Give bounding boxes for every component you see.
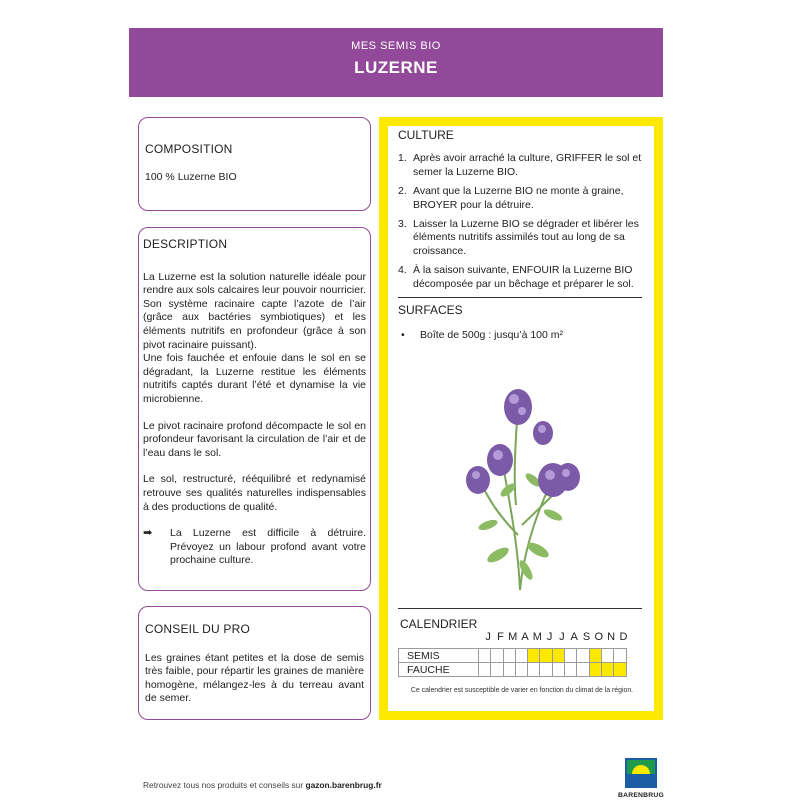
- calendar-cell: [515, 649, 527, 663]
- conseil-text: Les graines étant petites et la dose de semis très faible, pour répartir les graines de manière homogène, mélangez-les à du terreau avant de semer.: [145, 651, 364, 705]
- list-item: 1. Après avoir arraché la culture, GRIFFER le sol et semer la Luzerne BIO.: [398, 152, 642, 178]
- culture-title: CULTURE: [398, 128, 454, 142]
- calendar-month: M: [532, 631, 542, 643]
- calendar-cell: [491, 649, 503, 663]
- calendar-month: M: [508, 631, 518, 643]
- calendar-month: A: [521, 631, 529, 643]
- conseil-title: CONSEIL DU PRO: [145, 622, 251, 636]
- conseil-box: [138, 606, 371, 720]
- calendar-cell: [515, 663, 527, 677]
- calendar-cell-active: [589, 649, 601, 663]
- calendar-cell-active: [601, 663, 613, 677]
- calendar-month: J: [485, 631, 491, 643]
- calendar-table: [398, 648, 627, 677]
- calendar-row: [399, 663, 627, 677]
- calendar-row-label: FAUCHE: [399, 663, 479, 677]
- culture-content: [398, 129, 642, 343]
- footer: [143, 780, 382, 790]
- calendar-cell: [528, 663, 540, 677]
- description-title: DESCRIPTION: [143, 237, 228, 251]
- calendar-cell: [479, 649, 491, 663]
- arrow-right-icon: ➡: [143, 527, 153, 540]
- calendar-cell: [577, 663, 589, 677]
- footer-link[interactable]: gazon.barenbrug.fr: [305, 780, 382, 790]
- calendar-cell: [614, 649, 626, 663]
- calendar-cell: [540, 663, 552, 677]
- calendar-month: J: [559, 631, 565, 643]
- culture-list: [398, 152, 642, 291]
- calendar-months: [482, 631, 630, 643]
- calendar-cell: [491, 663, 503, 677]
- calendar-month: D: [619, 631, 628, 643]
- description-paragraph: Une fois fauchée et enfouie dans le sol en se dégradant, la Luzerne restitue les éléments nutritifs captés durant l’été et dynamise la vie microbienne.: [143, 352, 366, 405]
- calendar-title: CALENDRIER: [400, 617, 478, 631]
- calendar-row: [399, 649, 627, 663]
- calendar-note: Ce calendrier est susceptible de varier en fonction du climat de la région.: [410, 687, 634, 694]
- page-title: LUZERNE: [354, 58, 438, 77]
- barenbrug-logo: [625, 758, 657, 788]
- calendar-cell: [565, 663, 577, 677]
- surfaces-title: SURFACES: [398, 303, 463, 318]
- calendar-month: O: [594, 631, 604, 643]
- surfaces-item: [398, 329, 642, 342]
- calendar-cell: [601, 649, 613, 663]
- page-header: [129, 28, 663, 97]
- surfaces-section: [398, 304, 642, 343]
- calendar-cell-active: [552, 649, 564, 663]
- calendar-month: A: [570, 631, 578, 643]
- calendar-cell: [479, 663, 491, 677]
- calendar-month: F: [497, 631, 504, 643]
- description-box: [138, 227, 371, 591]
- calendar-cell: [565, 649, 577, 663]
- calendar-cell: [503, 649, 515, 663]
- calendar-cell-active: [540, 649, 552, 663]
- calendar-month: N: [607, 631, 616, 643]
- description-paragraph: Le sol, restructuré, rééquilibré et redynamisé retrouve ses qualités naturelles indispensables à des productions de qualité.: [143, 473, 366, 513]
- calendar-cell: [503, 663, 515, 677]
- description-paragraph: Le pivot racinaire profond décompacte le sol en profondeur favorisant la circulation de l’air et de l’eau dans le sol.: [143, 419, 366, 459]
- list-item: 4. À la saison suivante, ENFOUIR la Luzerne BIO décomposée par un bêchage et préparer le sol.: [398, 264, 634, 290]
- header-subtitle: MES SEMIS BIO: [351, 40, 441, 52]
- surfaces-text: Boîte de 500g : jusqu’à 100 m²: [420, 329, 564, 342]
- calendar-cell: [552, 663, 564, 677]
- description-paragraph: Son système racinaire capte l’azote de l’air (grâce aux bactéries symbiotiques) et les éléments nutritifs en profondeur (grâce à son pivot racinaire puissant).: [143, 297, 366, 351]
- calendar-cell-active: [589, 663, 601, 677]
- description-note-text: La Luzerne est difficile à détruire. Prévoyez un labour profond avant votre prochaine culture.: [170, 527, 366, 567]
- logo-text: BARENBRUG: [618, 792, 664, 799]
- description-paragraph: La Luzerne est la solution naturelle idéale pour rendre aux sols calcaires leur pouvoir nourricier.: [143, 270, 366, 297]
- calendar-cell: [577, 649, 589, 663]
- list-item: 3. Laisser la Luzerne BIO se dégrader et libérer les éléments nutritifs assimilés tout au long de sa croissance.: [398, 218, 639, 257]
- footer-text: Retrouvez tous nos produits et conseils sur: [143, 780, 306, 790]
- bullet-icon: •: [401, 329, 405, 342]
- calendar-cell-active: [614, 663, 626, 677]
- calendar-month: S: [582, 631, 591, 643]
- divider: [398, 608, 642, 609]
- composition-box: [138, 117, 371, 211]
- composition-text: 100 % Luzerne BIO: [145, 170, 237, 183]
- description-note: [143, 527, 366, 568]
- calendar-month: J: [546, 631, 553, 643]
- list-item: 2. Avant que la Luzerne BIO ne monte à graine, BROYER pour la détruire.: [398, 185, 624, 211]
- calendar-cell-active: [528, 649, 540, 663]
- composition-title: COMPOSITION: [145, 142, 233, 156]
- calendar-row-label: SEMIS: [399, 649, 479, 663]
- alfalfa-plant-illustration: [458, 385, 588, 595]
- divider: [398, 297, 642, 298]
